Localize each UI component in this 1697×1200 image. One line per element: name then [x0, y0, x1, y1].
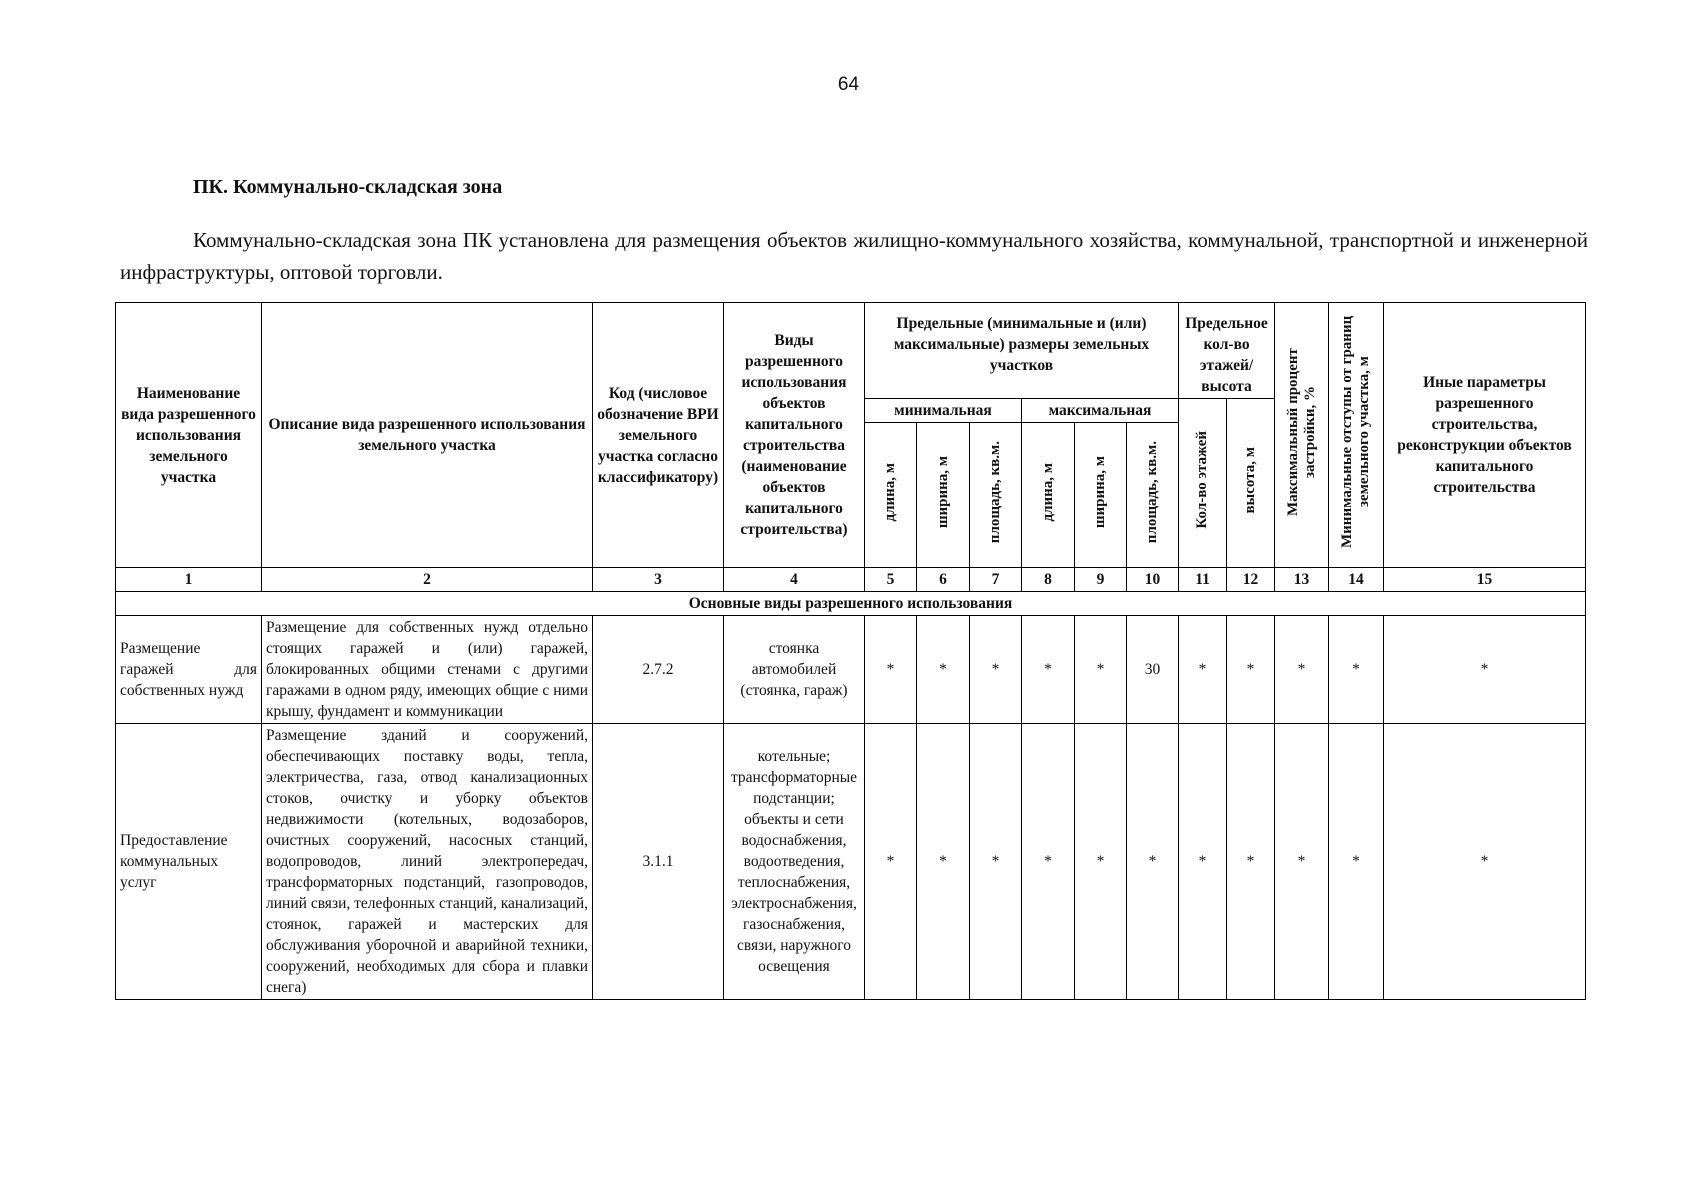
header-max-width: ширина, м: [1075, 423, 1127, 568]
header-min-setbacks: Минимальные отступы от границ земельного участка, м: [1329, 303, 1384, 568]
column-number: 14: [1329, 568, 1384, 592]
header-max-coverage: Максимальный процент застройки, %: [1275, 303, 1329, 568]
header-min-length: длина, м: [865, 423, 917, 568]
column-number: 3: [593, 568, 724, 592]
objects-cell: стоянка автомобилей (стоянка, гараж): [724, 616, 865, 724]
column-number: 9: [1075, 568, 1127, 592]
header-use-name: Наименование вида разрешенного использования земельного участка: [116, 303, 262, 568]
value-cell: *: [1329, 724, 1384, 1000]
value-cell: *: [1075, 724, 1127, 1000]
value-cell: *: [917, 616, 970, 724]
column-number: 4: [724, 568, 865, 592]
value-cell: *: [917, 724, 970, 1000]
value-cell: *: [1384, 724, 1586, 1000]
value-cell: *: [1075, 616, 1127, 724]
column-number-row: [116, 568, 1586, 592]
header-code: Код (числовое обозначение ВРИ земельного участка согласно классификатору): [593, 303, 724, 568]
description-cell: Размещение для собственных нужд отдельно стоящих гаражей и (или) гаражей, блокированных общими стенами с другими гаражами в одном ряду, имеющих общие с ними крышу, фундамент и коммуникации: [262, 616, 593, 724]
header-description: Описание вида разрешенного использования земельного участка: [262, 303, 593, 568]
header-max-length: длина, м: [1022, 423, 1075, 568]
objects-cell: котельные; трансформаторные подстанции; объекты и сети водоснабжения, водоотведения, теплоснабжения, электроснабжения, газоснабжения, связи, наружного освещения: [724, 724, 865, 1000]
column-number: 1: [116, 568, 262, 592]
value-cell: *: [1275, 724, 1329, 1000]
value-cell: *: [1179, 724, 1227, 1000]
value-cell: *: [865, 724, 917, 1000]
value-cell: *: [1127, 724, 1179, 1000]
header-row-1: [116, 303, 1586, 399]
use-name-cell: Предоставление коммунальных услуг: [116, 724, 262, 1000]
column-number: 5: [865, 568, 917, 592]
use-name-cell: Размещение гаражей для собственных нужд: [116, 616, 262, 724]
column-number: 7: [970, 568, 1022, 592]
value-cell: *: [1384, 616, 1586, 724]
page-number: 64: [837, 74, 860, 95]
section-title: Основные виды разрешенного использования: [116, 592, 1586, 616]
value-cell: 30: [1127, 616, 1179, 724]
column-number: 11: [1179, 568, 1227, 592]
column-number: 12: [1227, 568, 1275, 592]
header-object-types: Виды разрешенного использования объектов капитального строительства (наименование объектов капитального строительства): [724, 303, 865, 568]
value-cell: *: [865, 616, 917, 724]
section-row: [116, 592, 1586, 616]
land-use-table: [115, 302, 1586, 1000]
header-floors: Кол-во этажей: [1179, 399, 1227, 568]
table-row: [116, 616, 1586, 724]
column-number: 8: [1022, 568, 1075, 592]
value-cell: *: [1329, 616, 1384, 724]
column-number: 2: [262, 568, 593, 592]
column-number: 13: [1275, 568, 1329, 592]
header-minimum: минимальная: [865, 399, 1022, 423]
code-cell: 2.7.2: [593, 616, 724, 724]
column-number: 10: [1127, 568, 1179, 592]
column-number: 6: [917, 568, 970, 592]
value-cell: *: [970, 616, 1022, 724]
section-heading: ПК. Коммунально-складская зона: [193, 176, 503, 198]
header-min-width: ширина, м: [917, 423, 970, 568]
header-floor-limits: Предельное кол-во этажей/ высота: [1179, 303, 1275, 399]
intro-paragraph: Коммунально-складская зона ПК установлена для размещения объектов жилищно-коммунального хозяйства, коммунальной, транспортной и инженерной инфраструктуры, оптовой торговли.: [120, 228, 1588, 284]
header-plot-size-limits: Предельные (минимальные и (или) максимальные) размеры земельных участков: [865, 303, 1179, 399]
value-cell: *: [1275, 616, 1329, 724]
description-cell: Размещение зданий и сооружений, обеспечивающих поставку воды, тепла, электричества, газа, отвод канализационных стоков, очистку и уборку объектов недвижимости (котельных, водозаборов, очистных сооружений, насосных станций, водопроводов, линий электропередач, трансформаторных подстанций, газопроводов, линий связи, телефонных станций, канализаций, стоянок, гаражей и мастерских для обслуживания уборочной и аварийной техники, сооружений, необходимых для сбора и плавки снега): [262, 724, 593, 1000]
header-maximum: максимальная: [1022, 399, 1179, 423]
code-cell: 3.1.1: [593, 724, 724, 1000]
value-cell: *: [1227, 724, 1275, 1000]
header-max-area: площадь, кв.м.: [1127, 423, 1179, 568]
value-cell: *: [1022, 616, 1075, 724]
value-cell: *: [1179, 616, 1227, 724]
value-cell: *: [970, 724, 1022, 1000]
header-height: высота, м: [1227, 399, 1275, 568]
header-other-params: Иные параметры разрешенного строительства, реконструкции объектов капитального строительства: [1384, 303, 1586, 568]
column-number: 15: [1384, 568, 1586, 592]
value-cell: *: [1022, 724, 1075, 1000]
value-cell: *: [1227, 616, 1275, 724]
table-row: [116, 724, 1586, 1000]
header-min-area: площадь, кв.м.: [970, 423, 1022, 568]
